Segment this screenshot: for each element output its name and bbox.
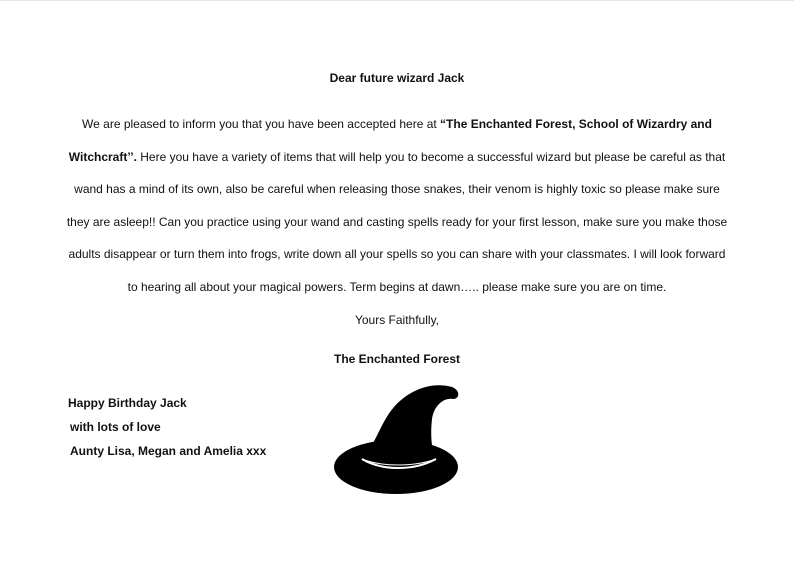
school-name: “The Enchanted Forest, School of Wizardry and Witchcraft’’. xyxy=(68,117,712,164)
body-intro: We are pleased to inform you that you have been accepted here at xyxy=(82,117,441,131)
birthday-note xyxy=(68,391,266,463)
letter-closing: Yours Faithfully, xyxy=(354,313,440,327)
letter-signature: The Enchanted Forest xyxy=(333,352,461,366)
birthday-line-1: Happy Birthday Jack xyxy=(68,396,187,410)
body-main: Here you have a variety of items that will help you to become a successful wizard but please be careful as that wand has a mind of its own, also be careful when releasing those snakes, their venom is highly toxic so please make sure they are asleep!! Can you practice using your wand and casting spells ready for your first lesson, make sure you make those adults disappear or turn them into frogs, write down all your spells so you can share with your classmates. I will look forward to hearing all about your magical powers. Term begins at dawn….. please make sure you are on time. xyxy=(66,149,728,294)
letter-body xyxy=(64,108,730,303)
birthday-line-2: with lots of love xyxy=(70,420,161,434)
witch-hat-icon xyxy=(332,379,462,497)
birthday-line-3: Aunty Lisa, Megan and Amelia xxx xyxy=(70,444,267,458)
letter-greeting: Dear future wizard Jack xyxy=(329,71,465,85)
